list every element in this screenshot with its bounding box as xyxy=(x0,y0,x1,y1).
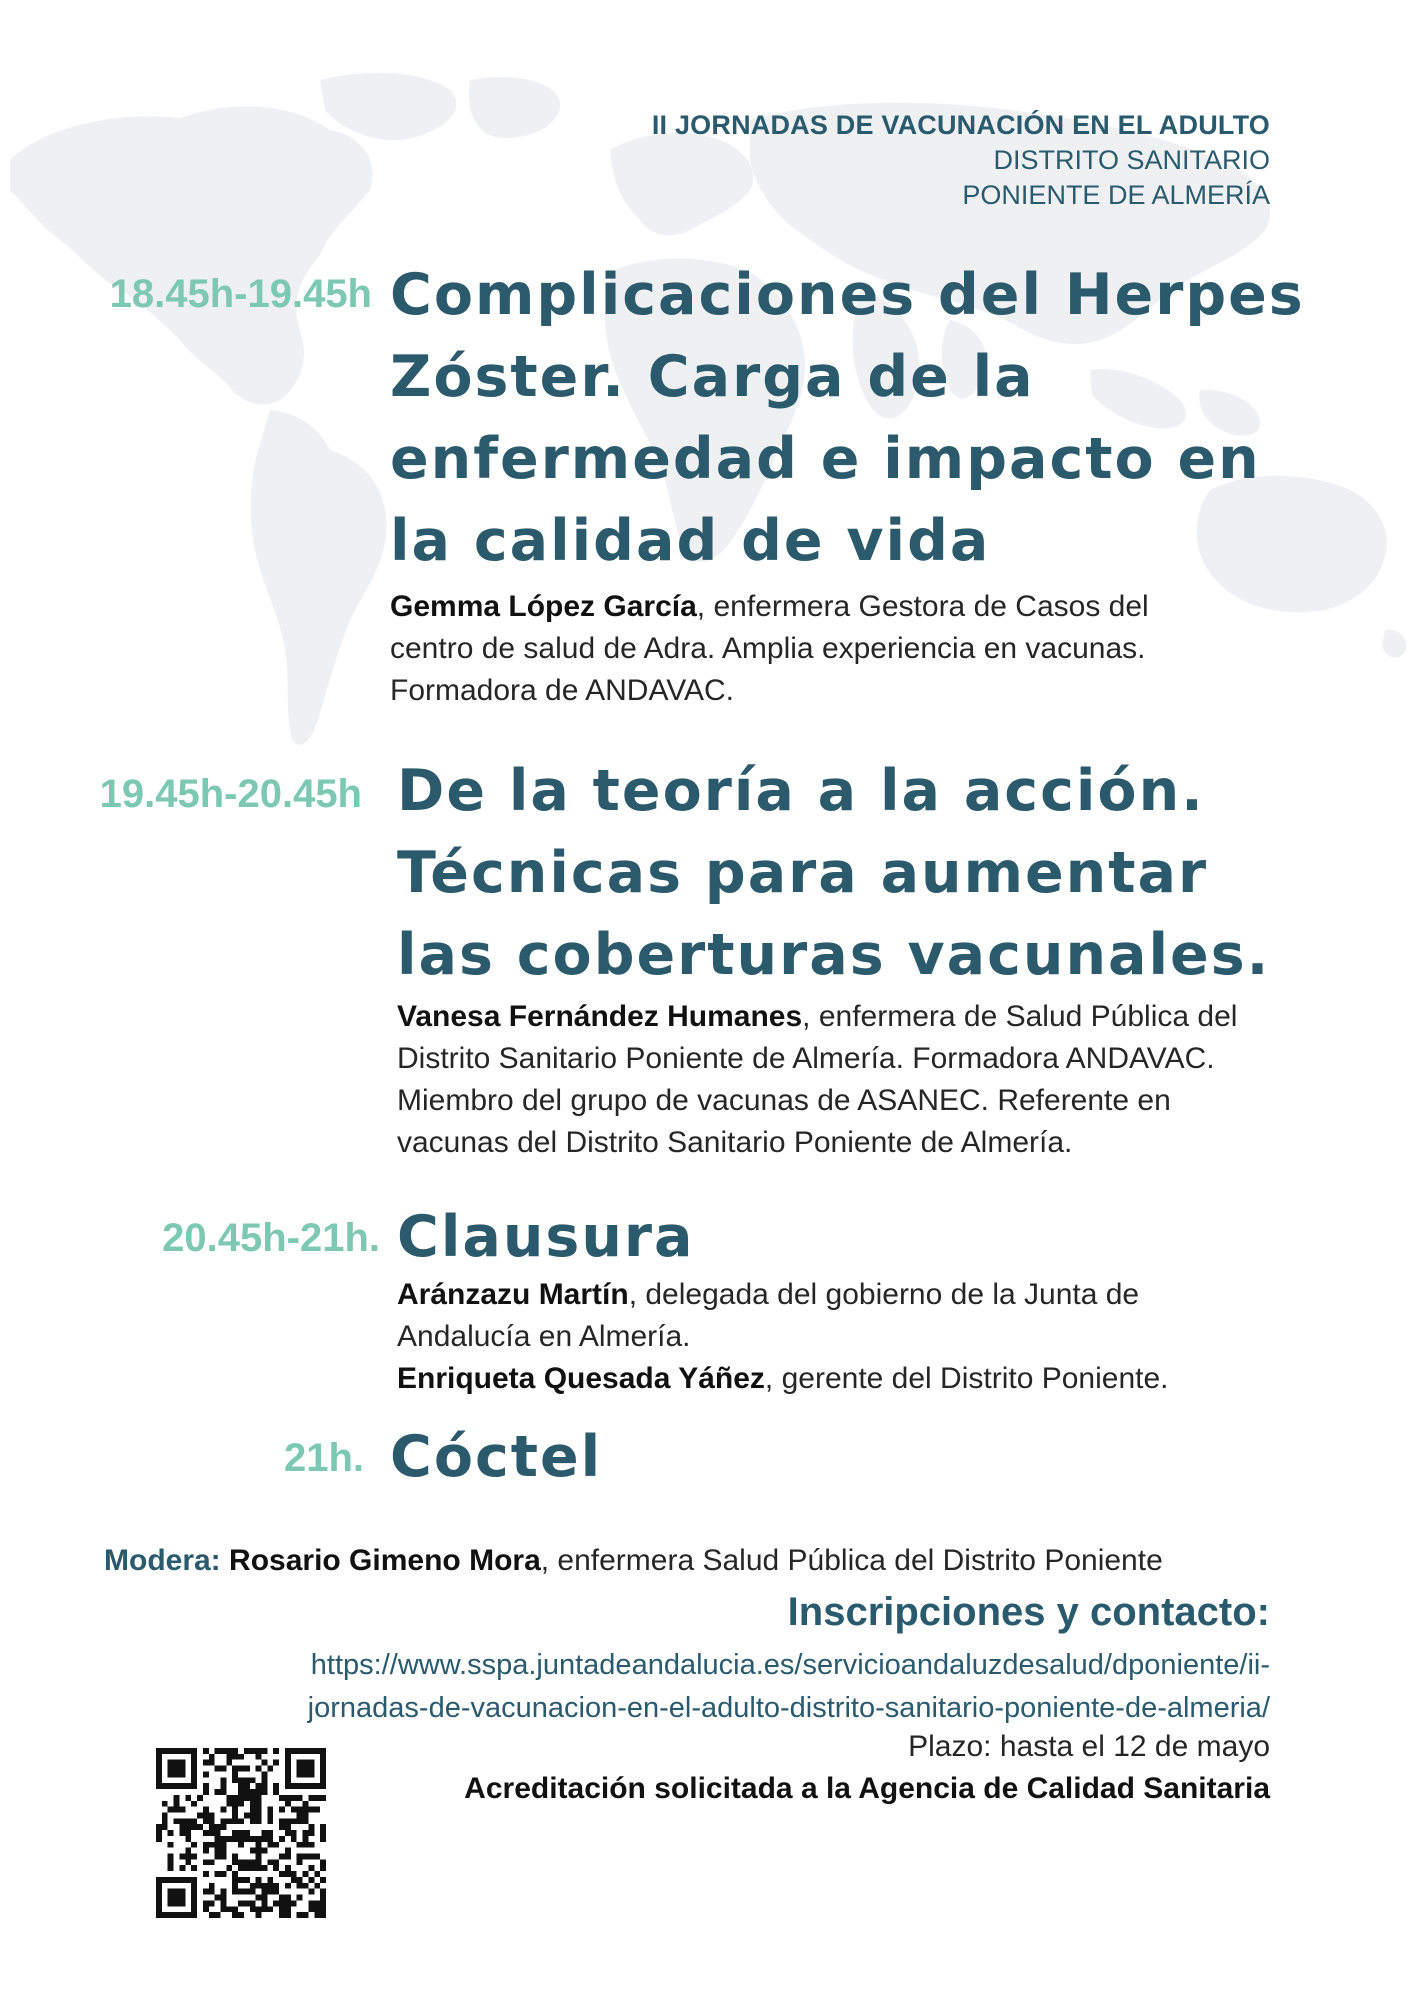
session-4-title-line: Cóctel xyxy=(390,1424,603,1490)
speaker-role-line: vacunas del Distrito Sanitario Poniente de Almería. xyxy=(397,1126,1073,1159)
session-2-title-line: De la teoría a la acción. xyxy=(397,758,1205,824)
speaker-name: Aránzazu Martín xyxy=(397,1278,629,1311)
contact-title: Inscripciones y contacto: xyxy=(787,1590,1270,1634)
session-1-title-line: enfermedad e impacto en xyxy=(390,426,1261,492)
moderator-role: , enfermera Salud Pública del Distrito Poniente xyxy=(540,1544,1163,1577)
session-2-title xyxy=(397,750,1270,996)
speaker-role-line: centro de salud de Adra. Amplia experiencia en vacunas. xyxy=(390,632,1146,665)
speaker-role: , delegada del gobierno de la Junta de xyxy=(628,1278,1140,1311)
speaker-name: Vanesa Fernández Humanes xyxy=(397,1000,803,1033)
session-1-title-line: Zóster. Carga de la xyxy=(390,344,1035,410)
registration-link[interactable] xyxy=(308,1644,1270,1730)
speaker-role-line: Distrito Sanitario Poniente de Almería. Formadora ANDAVAC. xyxy=(397,1042,1215,1075)
session-4-time: 21h. xyxy=(283,1436,364,1480)
session-1-title-line: la calidad de vida xyxy=(390,508,991,574)
speaker-role: , enfermera de Salud Pública del xyxy=(802,1000,1238,1033)
event-title: II JORNADAS DE VACUNACIÓN EN EL ADULTO xyxy=(651,110,1270,140)
registration-link-line[interactable]: https://www.sspa.juntadeandalucia.es/servicioandaluzdesalud/dponiente/ii- xyxy=(310,1649,1270,1681)
session-2-time: 19.45h-20.45h xyxy=(99,772,362,816)
moderator-label: Modera: xyxy=(104,1544,221,1577)
session-4-title xyxy=(390,1416,602,1498)
district-line-2: PONIENTE DE ALMERÍA xyxy=(962,180,1270,210)
event-header xyxy=(652,108,1270,213)
accreditation: Acreditación solicitada a la Agencia de Calidad Sanitaria xyxy=(464,1772,1270,1805)
session-2-title-line: las coberturas vacunales. xyxy=(397,922,1271,988)
session-1-speaker xyxy=(390,586,1149,712)
speaker-role: , gerente del Distrito Poniente. xyxy=(764,1362,1169,1395)
speaker-name: Enriqueta Quesada Yáñez xyxy=(397,1362,765,1395)
session-1-title xyxy=(390,254,1305,582)
session-3-title xyxy=(397,1196,695,1278)
speaker-role-line: Miembro del grupo de vacunas de ASANEC. Referente en xyxy=(397,1084,1171,1117)
qr-code-icon[interactable] xyxy=(156,1748,326,1918)
session-3-title-line: Clausura xyxy=(397,1204,695,1270)
deadline: Plazo: hasta el 12 de mayo xyxy=(908,1730,1270,1763)
session-2-title-line: Técnicas para aumentar xyxy=(397,840,1209,906)
registration-link-line[interactable]: jornadas-de-vacunacion-en-el-adulto-distrito-sanitario-poniente-de-almeria/ xyxy=(307,1692,1270,1724)
session-2-speaker xyxy=(397,996,1237,1164)
session-1-time: 18.45h-19.45h xyxy=(109,272,372,316)
moderator xyxy=(104,1544,1163,1578)
session-3-speakers xyxy=(397,1274,1169,1400)
speaker-name: Gemma López García xyxy=(390,590,697,623)
district-line-1: DISTRITO SANITARIO xyxy=(993,145,1270,175)
moderator-name: Rosario Gimeno Mora xyxy=(229,1544,541,1577)
speaker-role-line: Andalucía en Almería. xyxy=(397,1320,691,1353)
speaker-role: , enfermera Gestora de Casos del xyxy=(696,590,1149,623)
speaker-role-line: Formadora de ANDAVAC. xyxy=(390,674,735,707)
session-3-time: 20.45h-21h. xyxy=(162,1216,380,1260)
session-1-title-line: Complicaciones del Herpes xyxy=(390,262,1305,328)
